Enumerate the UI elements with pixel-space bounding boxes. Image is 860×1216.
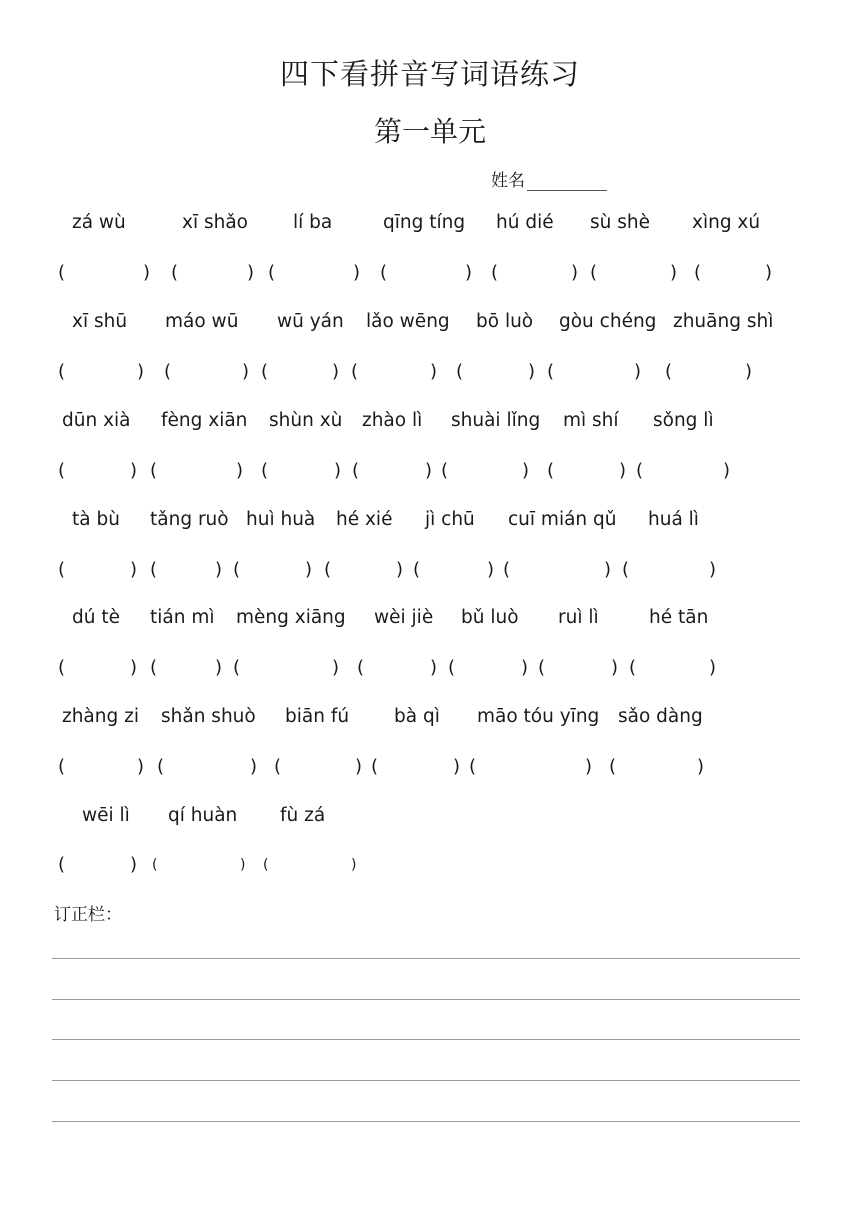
- answer-close-paren[interactable]: ): [332, 361, 340, 382]
- answer-row: [0, 460, 860, 488]
- answer-open-paren[interactable]: (: [261, 361, 269, 382]
- pinyin-word: mèng xiāng: [236, 607, 346, 628]
- pinyin-word: xìng xú: [692, 212, 761, 233]
- answer-close-paren[interactable]: ): [130, 460, 138, 481]
- answer-open-paren[interactable]: (: [694, 262, 702, 283]
- answer-open-paren[interactable]: (: [150, 460, 158, 481]
- answer-open-paren[interactable]: (: [503, 559, 511, 580]
- answer-close-paren[interactable]: ): [215, 657, 223, 678]
- pinyin-word: wēi lì: [82, 805, 130, 826]
- answer-close-paren[interactable]: ): [130, 657, 138, 678]
- pinyin-word: qīng tíng: [383, 212, 466, 233]
- answer-close-paren[interactable]: ): [465, 262, 473, 283]
- pinyin-word: zhào lì: [362, 410, 423, 431]
- answer-open-paren[interactable]: (: [164, 361, 172, 382]
- unit-title: 第一单元: [373, 115, 486, 148]
- answer-close-paren[interactable]: ): [723, 460, 731, 481]
- answer-open-paren[interactable]: (: [274, 756, 282, 777]
- answer-row: [0, 854, 860, 882]
- pinyin-word: zhàng zi: [62, 706, 139, 727]
- pinyin-row: [0, 706, 860, 734]
- correction-line[interactable]: [52, 1039, 800, 1040]
- pinyin-word: fù zá: [280, 805, 326, 826]
- answer-close-paren[interactable]: ): [745, 361, 753, 382]
- answer-open-paren[interactable]: (: [352, 460, 360, 481]
- pinyin-word: hú dié: [496, 212, 554, 233]
- answer-open-paren[interactable]: (: [58, 657, 66, 678]
- answer-close-paren[interactable]: ): [487, 559, 495, 580]
- answer-close-paren[interactable]: ): [247, 262, 255, 283]
- pinyin-word: biān fú: [285, 706, 350, 727]
- answer-open-paren[interactable]: (: [469, 756, 477, 777]
- answer-open-paren[interactable]: (: [547, 460, 555, 481]
- answer-close-paren[interactable]: ): [634, 361, 642, 382]
- pinyin-row: [0, 805, 860, 833]
- pinyin-word: bà qì: [394, 706, 440, 727]
- answer-close-paren[interactable]: ): [250, 756, 258, 777]
- answer-close-paren[interactable]: ): [353, 262, 361, 283]
- pinyin-word: dú tè: [72, 607, 120, 628]
- answer-open-paren[interactable]: (: [636, 460, 644, 481]
- answer-close-paren[interactable]: ): [143, 262, 151, 283]
- pinyin-word: tǎng ruò: [150, 509, 229, 530]
- answer-open-paren[interactable]: (: [58, 361, 66, 382]
- answer-close-paren[interactable]: ): [522, 460, 530, 481]
- pinyin-word: jì chū: [425, 509, 475, 530]
- answer-close-paren[interactable]: ): [670, 262, 678, 283]
- answer-close-paren[interactable]: ): [709, 657, 717, 678]
- answer-close-paren[interactable]: ): [215, 559, 223, 580]
- pinyin-word: shǎn shuò: [161, 706, 256, 727]
- answer-open-paren[interactable]: (: [590, 262, 598, 283]
- answer-close-paren[interactable]: ): [240, 857, 246, 873]
- answer-open-paren[interactable]: (: [441, 460, 449, 481]
- pinyin-word: hé xié: [336, 509, 393, 530]
- answer-close-paren[interactable]: ): [697, 756, 705, 777]
- answer-open-paren[interactable]: (: [622, 559, 630, 580]
- pinyin-word: ruì lì: [558, 607, 599, 628]
- pinyin-word: zhuāng shì: [673, 311, 774, 332]
- name-field: [491, 166, 607, 191]
- pinyin-word: bǔ luò: [461, 607, 519, 628]
- answer-open-paren[interactable]: (: [629, 657, 637, 678]
- answer-close-paren[interactable]: ): [236, 460, 244, 481]
- answer-open-paren[interactable]: (: [150, 559, 158, 580]
- answer-close-paren[interactable]: ): [430, 361, 438, 382]
- pinyin-word: sǒng lì: [653, 410, 714, 431]
- answer-close-paren[interactable]: ): [396, 559, 404, 580]
- answer-open-paren[interactable]: (: [448, 657, 456, 678]
- answer-open-paren[interactable]: (: [413, 559, 421, 580]
- answer-close-paren[interactable]: ): [528, 361, 536, 382]
- answer-close-paren[interactable]: ): [130, 559, 138, 580]
- answer-open-paren[interactable]: (: [233, 657, 241, 678]
- page-title: 四下看拼音写词语练习: [279, 57, 580, 91]
- pinyin-word: shuài lǐng: [451, 410, 541, 431]
- answer-close-paren[interactable]: ): [430, 657, 438, 678]
- pinyin-word: mì shí: [563, 410, 619, 431]
- pinyin-word: hé tān: [649, 607, 709, 628]
- answer-open-paren[interactable]: (: [324, 559, 332, 580]
- answer-close-paren[interactable]: ): [305, 559, 313, 580]
- answer-close-paren[interactable]: ): [242, 361, 250, 382]
- pinyin-word: sǎo dàng: [618, 706, 703, 727]
- pinyin-word: tián mì: [150, 607, 215, 628]
- pinyin-word: fèng xiān: [161, 410, 248, 431]
- answer-open-paren[interactable]: (: [609, 756, 617, 777]
- pinyin-word: cuī mián qǔ: [508, 509, 617, 530]
- answer-open-paren[interactable]: (: [351, 361, 359, 382]
- pinyin-word: sù shè: [590, 212, 650, 233]
- pinyin-word: huì huà: [246, 509, 316, 530]
- answer-close-paren[interactable]: ): [765, 262, 773, 283]
- answer-open-paren[interactable]: (: [150, 657, 158, 678]
- answer-open-paren[interactable]: (: [456, 361, 464, 382]
- answer-open-paren[interactable]: (: [357, 657, 365, 678]
- answer-open-paren[interactable]: (: [157, 756, 165, 777]
- answer-open-paren[interactable]: (: [380, 262, 388, 283]
- answer-open-paren[interactable]: (: [371, 756, 379, 777]
- answer-row: [0, 361, 860, 389]
- pinyin-row: [0, 311, 860, 339]
- answer-open-paren[interactable]: (: [58, 460, 66, 481]
- answer-close-paren[interactable]: ): [611, 657, 619, 678]
- pinyin-word: máo wū: [165, 311, 239, 332]
- answer-open-paren[interactable]: (: [58, 854, 66, 875]
- pinyin-word: wū yán: [277, 311, 344, 332]
- pinyin-word: dūn xià: [62, 410, 131, 431]
- answer-open-paren[interactable]: (: [233, 559, 241, 580]
- pinyin-row: [0, 509, 860, 537]
- answer-open-paren[interactable]: (: [152, 857, 158, 873]
- pinyin-word: xī shū: [72, 311, 128, 332]
- answer-close-paren[interactable]: ): [619, 460, 627, 481]
- pinyin-word: shùn xù: [269, 410, 343, 431]
- correction-line[interactable]: [52, 958, 800, 959]
- answer-close-paren[interactable]: ): [334, 460, 342, 481]
- answer-close-paren[interactable]: ): [453, 756, 461, 777]
- answer-close-paren[interactable]: ): [137, 361, 145, 382]
- pinyin-word: xī shǎo: [182, 212, 248, 233]
- answer-open-paren[interactable]: (: [263, 857, 269, 873]
- pinyin-row: [0, 410, 860, 438]
- pinyin-word: qí huàn: [168, 805, 238, 826]
- answer-open-paren[interactable]: (: [268, 262, 276, 283]
- pinyin-word: gòu chéng: [559, 311, 657, 332]
- answer-close-paren[interactable]: ): [130, 854, 138, 875]
- answer-close-paren[interactable]: ): [425, 460, 433, 481]
- answer-close-paren[interactable]: ): [709, 559, 717, 580]
- answer-open-paren[interactable]: (: [538, 657, 546, 678]
- pinyin-word: zá wù: [72, 212, 126, 233]
- correction-label: 订正栏：: [54, 905, 122, 925]
- answer-close-paren[interactable]: ): [351, 857, 357, 873]
- pinyin-word: māo tóu yīng: [477, 706, 600, 727]
- answer-close-paren[interactable]: ): [137, 756, 145, 777]
- correction-line[interactable]: [52, 1080, 800, 1081]
- answer-close-paren[interactable]: ): [604, 559, 612, 580]
- answer-close-paren[interactable]: ): [521, 657, 529, 678]
- answer-open-paren[interactable]: (: [58, 559, 66, 580]
- answer-open-paren[interactable]: (: [58, 262, 66, 283]
- correction-line[interactable]: [52, 1121, 800, 1122]
- name-blank-line[interactable]: [527, 174, 607, 191]
- pinyin-word: huá lì: [648, 509, 699, 530]
- pinyin-word: lí ba: [293, 212, 333, 233]
- answer-open-paren[interactable]: (: [261, 460, 269, 481]
- pinyin-word: lǎo wēng: [366, 311, 450, 332]
- answer-open-paren[interactable]: (: [665, 361, 673, 382]
- answer-row: [0, 657, 860, 685]
- answer-close-paren[interactable]: ): [355, 756, 363, 777]
- answer-open-paren[interactable]: (: [547, 361, 555, 382]
- answer-open-paren[interactable]: (: [491, 262, 499, 283]
- answer-open-paren[interactable]: (: [58, 756, 66, 777]
- answer-close-paren[interactable]: ): [332, 657, 340, 678]
- pinyin-word: wèi jiè: [374, 607, 434, 628]
- answer-open-paren[interactable]: (: [171, 262, 179, 283]
- answer-row: [0, 559, 860, 587]
- pinyin-word: bō luò: [476, 311, 534, 332]
- answer-row: [0, 756, 860, 784]
- answer-row: [0, 262, 860, 290]
- name-label: 姓名: [491, 171, 525, 191]
- answer-close-paren[interactable]: ): [585, 756, 593, 777]
- pinyin-row: [0, 212, 860, 240]
- pinyin-word: tà bù: [72, 509, 120, 530]
- pinyin-row: [0, 607, 860, 635]
- answer-close-paren[interactable]: ): [571, 262, 579, 283]
- correction-line[interactable]: [52, 999, 800, 1000]
